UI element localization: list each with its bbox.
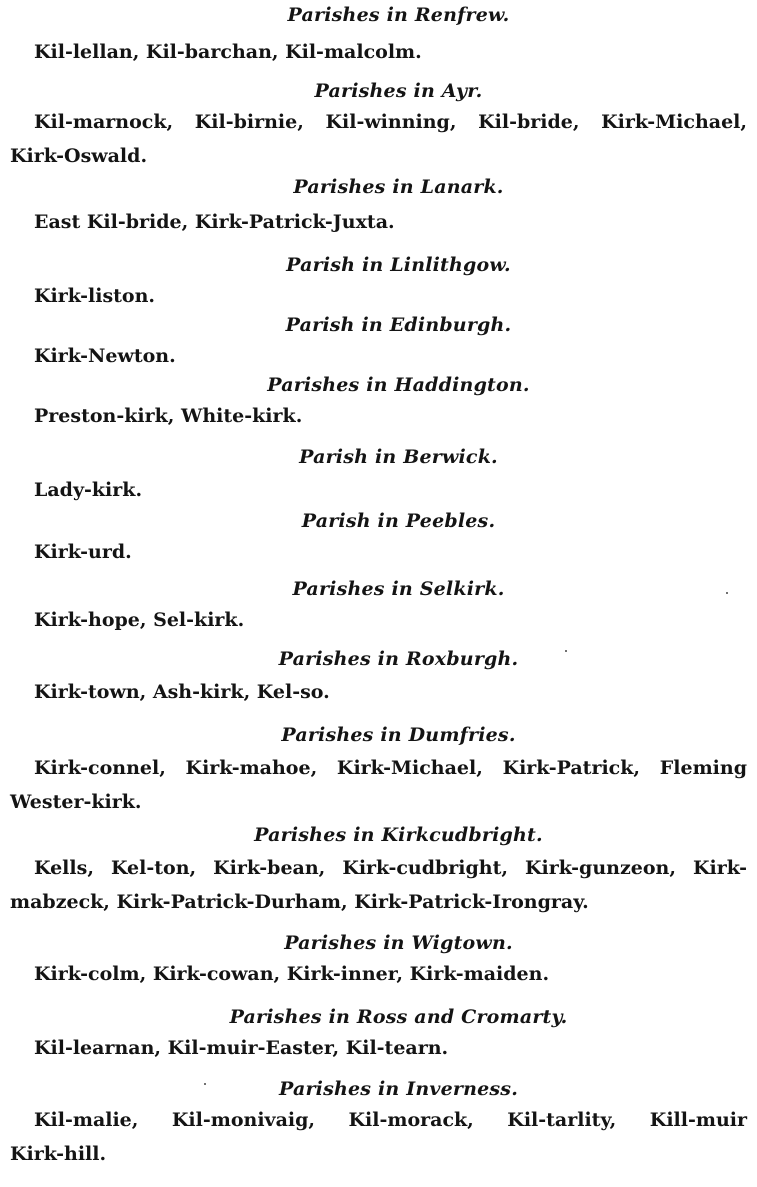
parish-list-line: Kirk-liston. (34, 285, 156, 307)
section-heading-inverness: Parishes in Inverness. (278, 1078, 519, 1100)
parish-list-line: Kirk-hope, Sel-kirk. (34, 609, 245, 631)
section-heading-haddington: Parishes in Haddington. (267, 374, 530, 396)
parish-list-dumfries-cont (10, 788, 747, 816)
parish-list-inverness-cont (10, 1140, 747, 1168)
parish-list-line: Kil-marnock, Kil-birnie, Kil-winning, Kil-bride, Kirk-Michael, (34, 111, 747, 133)
parish-list-edinburgh (10, 342, 747, 370)
parish-list-linlithgow (10, 282, 747, 310)
parish-list-line: Kirk-town, Ash-kirk, Kel-so. (34, 681, 330, 703)
parish-list-line: Kil-lellan, Kil-barchan, Kil-malcolm. (34, 41, 422, 63)
parish-list-renfrew (10, 38, 747, 66)
section-heading-ross-and-cromarty: Parishes in Ross and Cromarty. (229, 1006, 568, 1028)
parish-list-line: Kirk-urd. (34, 541, 132, 563)
parish-list-ross-and-cromarty (10, 1034, 747, 1062)
parish-list-line: Kirk-Newton. (34, 345, 176, 367)
parish-list-dumfries (10, 754, 747, 782)
parish-list-line: Kil-malie, Kil-monivaig, Kil-morack, Kil-tarlity, Kill-muir (34, 1109, 747, 1131)
section-heading-linlithgow: Parish in Linlithgow. (286, 254, 511, 276)
section-heading-renfrew: Parishes in Renfrew. (287, 4, 510, 26)
parish-list-lanark (10, 208, 747, 236)
scan-speck (726, 592, 728, 594)
section-heading-dumfries: Parishes in Dumfries. (281, 724, 516, 746)
scan-speck (565, 650, 567, 652)
section-heading-ayr: Parishes in Ayr. (314, 80, 483, 102)
parish-list-line: Kirk-hill. (10, 1143, 107, 1165)
parish-list-line: mabzeck, Kirk-Patrick-Durham, Kirk-Patrick-Irongray. (10, 891, 589, 913)
parish-list-line: Wester-kirk. (10, 791, 142, 813)
section-heading-selkirk: Parishes in Selkirk. (292, 578, 505, 600)
parish-list-kirkcudbright (10, 854, 747, 882)
parish-list-peebles (10, 538, 747, 566)
parish-list-ayr (10, 108, 747, 136)
section-heading-lanark: Parishes in Lanark. (293, 176, 504, 198)
parish-list-line: Preston-kirk, White-kirk. (34, 405, 303, 427)
section-heading-berwick: Parish in Berwick. (299, 446, 498, 468)
section-heading-edinburgh: Parish in Edinburgh. (285, 314, 512, 336)
parish-list-line: Kirk-connel, Kirk-mahoe, Kirk-Michael, Kirk-Patrick, Fleming (34, 757, 747, 779)
parish-list-line: Kirk-Oswald. (10, 145, 148, 167)
parish-list-berwick (10, 476, 747, 504)
parish-list-haddington (10, 402, 747, 430)
parish-list-selkirk (10, 606, 747, 634)
parish-list-line: East Kil-bride, Kirk-Patrick-Juxta. (34, 211, 395, 233)
section-heading-roxburgh: Parishes in Roxburgh. (278, 648, 519, 670)
parish-list-line: Kirk-colm, Kirk-cowan, Kirk-inner, Kirk-maiden. (34, 963, 550, 985)
parish-list-wigtown (10, 960, 747, 988)
parish-list-kirkcudbright-cont (10, 888, 747, 916)
parish-list-roxburgh (10, 678, 747, 706)
section-heading-wigtown: Parishes in Wigtown. (284, 932, 513, 954)
section-heading-peebles: Parish in Peebles. (301, 510, 496, 532)
parish-list-line: Lady-kirk. (34, 479, 143, 501)
section-heading-kirkcudbright: Parishes in Kirkcudbright. (254, 824, 543, 846)
parish-list-line: Kil-learnan, Kil-muir-Easter, Kil-tearn. (34, 1037, 449, 1059)
parish-list-inverness (10, 1106, 747, 1134)
parish-list-line: Kells, Kel-ton, Kirk-bean, Kirk-cudbright, Kirk-gunzeon, Kirk- (34, 857, 747, 879)
scan-speck (204, 1083, 206, 1085)
parish-list-ayr-cont (10, 142, 747, 170)
